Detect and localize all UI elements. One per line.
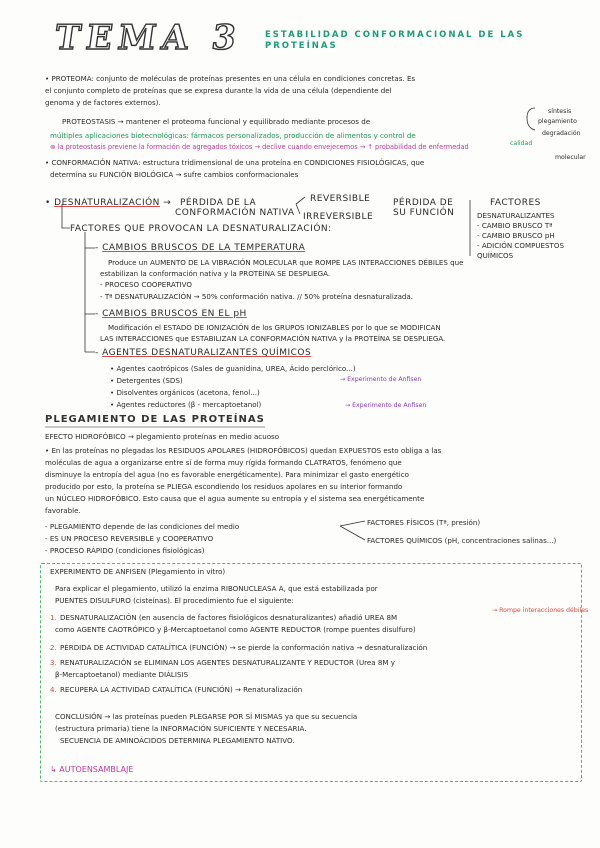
brace-sintesis: síntesis bbox=[548, 108, 572, 115]
tema-title: TEMA 3 bbox=[52, 18, 245, 58]
tema-subtitle: ESTABILIDAD CONFORMACIONAL DE LAS PROTEÍNAS bbox=[265, 30, 525, 52]
factores-1: - CAMBIO BRUSCO Tª bbox=[477, 221, 553, 230]
ph-line-2: LAS INTERACCIONES que ESTABILIZAN LA CONFORMACIÓN NATIVA y la PROTEÍNA SE DESPLIEGA. bbox=[100, 334, 446, 343]
factor-quimicos: FACTORES QUÍMICOS (pH, concentraciones salinas...) bbox=[367, 536, 557, 545]
perdida-fn-1: PÉRDIDA DE bbox=[393, 198, 454, 208]
perdida-2: CONFORMACIÓN NATIVA bbox=[175, 208, 295, 218]
pleg-p4: producido por esto, la proteína se PLIEGA escondiendo los residuos apolares en su interior formando bbox=[45, 482, 403, 491]
pleg-p5: un NÚCLEO HIDROFÓBICO. Esto causa que el agua aumente su entropía y el sistema sea energéticamente bbox=[45, 494, 425, 503]
factor-fisicos: FACTORES FÍSICOS (Tª, presión) bbox=[367, 518, 481, 527]
conclusion-2: (estructura primaria) tiene la INFORMACIÓN SUFICIENTE Y NECESARIA. bbox=[55, 724, 307, 733]
step-3-num: 3. bbox=[50, 658, 57, 667]
pleg-d1: - PLEGAMIENTO depende de las condiciones del medio bbox=[45, 522, 240, 531]
pleg-p6: favorable. bbox=[45, 506, 81, 515]
step-1: DESNATURALIZACIÓN (en ausencia de factores fisiológicos desnaturalizantes) añadió UREA 8M bbox=[60, 613, 398, 622]
step-1-num: 1. bbox=[50, 613, 57, 622]
agent-4: • Agentes reductores (β - mercaptoetanol) bbox=[110, 400, 262, 409]
ph-title-text: CAMBIOS BRUSCOS EN EL pH bbox=[102, 309, 247, 319]
reversible: REVERSIBLE bbox=[310, 194, 371, 204]
step-4-num: 4. bbox=[50, 685, 57, 694]
exp-title: EXPERIMENTO DE ANFISEN (Plegamiento in vitro) bbox=[50, 567, 226, 576]
ag-title-text: AGENTES DESNATURALIZANTES QUÍMICOS bbox=[102, 348, 312, 358]
temp-line-3: - PROCESO COOPERATIVO bbox=[100, 280, 192, 289]
ag-title: - AGENTES DESNATURALIZANTES QUÍMICOS bbox=[95, 348, 312, 358]
perdida-fn-2: SU FUNCIÓN bbox=[393, 208, 455, 218]
irreversible: IRREVERSIBLE bbox=[303, 212, 374, 222]
desnat-title-text: DESNATURALIZACIÓN bbox=[54, 198, 160, 208]
step-3: RENATURALIZACIÓN se ELIMINAN LOS AGENTES DESNATURALIZANTE Y REDUCTOR (Urea 8M y bbox=[60, 658, 395, 667]
step-3b: β-Mercaptoetanol) mediante DIÁLISIS bbox=[55, 670, 189, 679]
pleg-p3: disminuye la entropía del agua (no es favorable energéticamente). Para minimizar el gasto energético bbox=[45, 470, 409, 479]
proteoma-line-1: • PROTEOMA: conjunto de moléculas de proteínas presentes en una célula en condiciones concretas. Es bbox=[45, 74, 416, 83]
rompe-note: → Rompe interacciones débiles bbox=[492, 607, 589, 614]
proteoma-line-3: genoma y de factores externos). bbox=[45, 98, 161, 107]
pleg-d3: - PROCESO RÁPIDO (condiciones fisiológicas) bbox=[45, 546, 205, 555]
agent-3: • Disolventes orgánicos (acetona, fenol...) bbox=[110, 388, 260, 397]
proteoma-line-2: el conjunto completo de proteínas que se expresa durante la vida de una célula (dependiente del bbox=[45, 86, 392, 95]
temp-line-4: - Tª DESNATURALIZACIÓN → 50% conformación nativa. // 50% proteína desnaturalizada. bbox=[100, 292, 414, 301]
step-4: RECUPERA LA ACTIVIDAD CATALÍTICA (FUNCIÓN) → Renaturalización bbox=[60, 685, 303, 694]
conclusion-1: CONCLUSIÓN → las proteínas pueden PLEGARSE POR SÍ MISMAS ya que su secuencia bbox=[55, 712, 358, 721]
desnat-title: • DESNATURALIZACIÓN → bbox=[45, 198, 172, 208]
plegamiento-title: PLEGAMIENTO DE LAS PROTEÍNAS bbox=[45, 414, 265, 425]
page-header bbox=[52, 14, 585, 58]
step-1b: como AGENTE CAOTRÓPICO y β-Mercaptoetanol como AGENTE REDUCTOR (rompe puentes disulfuro) bbox=[55, 625, 416, 634]
step-2: PÉRDIDA DE ACTIVIDAD CATALÍTICA (FUNCIÓN) → se pierde la conformación nativa → desnaturalización bbox=[60, 643, 428, 652]
molecular-word: molecular bbox=[555, 154, 586, 161]
ph-title: - CAMBIOS BRUSCOS EN EL pH bbox=[95, 309, 247, 319]
agent-1-note: → Experimento de Anfisen bbox=[340, 376, 422, 383]
pleg-p2: moléculas de agua a organizarse entre sí de forma muy rígida formando CLATRATOS, fenómeno que bbox=[45, 458, 402, 467]
nativa-line-1: • CONFORMACIÓN NATIVA: estructura tridimensional de una proteína en CONDICIONES FISIOLÓGICAS, que bbox=[45, 158, 425, 167]
temp-line-2: estabilizan la conformación nativa y la PROTEÍNA SE DESPLIEGA. bbox=[100, 269, 331, 278]
exp-line-1: Para explicar el plegamiento, utilizó la enzima RIBONUCLEASA A, que está estabilizada por bbox=[55, 584, 378, 593]
multiples-line: múltiples aplicaciones biotecnológicas: fármacos personalizados, producción de alimentos y control de bbox=[50, 131, 416, 140]
agent-1: • Agentes caotrópicos (Sales de guanidina, UREA, Ácido perclórico...) bbox=[110, 364, 356, 373]
factores-title: FACTORES bbox=[490, 198, 541, 208]
provocan-line: FACTORES QUE PROVOCAN LA DESNATURALIZACIÓN: bbox=[70, 224, 332, 234]
pleg-p1: • En las proteínas no plegadas los RESIDUOS APOLARES (HIDROFÓBICOS) quedan EXPUESTOS esto obliga a las bbox=[45, 446, 442, 455]
factores-3: - ADICIÓN COMPUESTOS bbox=[477, 241, 564, 250]
exp-line-2: PUENTES DISULFURO (cisteínas). El procedimiento fue el siguiente: bbox=[55, 596, 294, 605]
temp-title: - CAMBIOS BRUSCOS DE LA TEMPERATURA bbox=[95, 243, 306, 253]
factores-4: QUÍMICOS bbox=[477, 251, 514, 260]
ph-line-1: Modificación el ESTADO DE IONIZACIÓN de los GRUPOS IONIZABLES por lo que se MODIFICAN bbox=[108, 323, 441, 332]
pleg-d2: - ES UN PROCESO REVERSIBLE y COOPERATIVO bbox=[45, 534, 214, 543]
autoensamblaje: ↳ AUTOENSAMBLAJE bbox=[50, 765, 134, 774]
agent-2: • Detergentes (SDS) bbox=[110, 376, 183, 385]
conclusion-3: SECUENCIA DE AMINOÁCIDOS DETERMINA PLEGAMIENTO NATIVO. bbox=[60, 736, 295, 745]
proteostasis-note: ⊗ la proteostasis previene la formación de agregados tóxicos → declive cuando envejecemos → ↑ probabilidad de enfermedad bbox=[50, 143, 469, 151]
temp-line-1: Produce un AUMENTO DE LA VIBRACIÓN MOLECULAR que ROMPE LAS INTERACCIONES DÉBILES que bbox=[108, 258, 464, 267]
perdida-1: PÉRDIDA DE LA bbox=[180, 198, 257, 208]
factores-2: - CAMBIO BRUSCO pH bbox=[477, 231, 555, 240]
step-2-num: 2. bbox=[50, 643, 57, 652]
brace-plegamiento: plegamiento bbox=[538, 118, 577, 125]
proteostasis-line: PROTEOSTASIS → mantener el proteoma funcional y equilibrado mediante procesos de bbox=[62, 117, 371, 126]
efecto-line: EFECTO HIDROFÓBICO → plegamiento proteínas en medio acuoso bbox=[45, 432, 280, 441]
factores-0: DESNATURALIZANTES bbox=[477, 211, 555, 220]
brace-degradacion: degradación bbox=[542, 130, 581, 137]
calidad-word: calidad bbox=[510, 140, 533, 147]
agent-4-note: → Experimento de Anfisen bbox=[345, 402, 427, 409]
temp-title-text: CAMBIOS BRUSCOS DE LA TEMPERATURA bbox=[102, 243, 306, 253]
nativa-line-2: determina su FUNCIÓN BIOLÓGICA → sufre cambios conformacionales bbox=[50, 170, 299, 179]
